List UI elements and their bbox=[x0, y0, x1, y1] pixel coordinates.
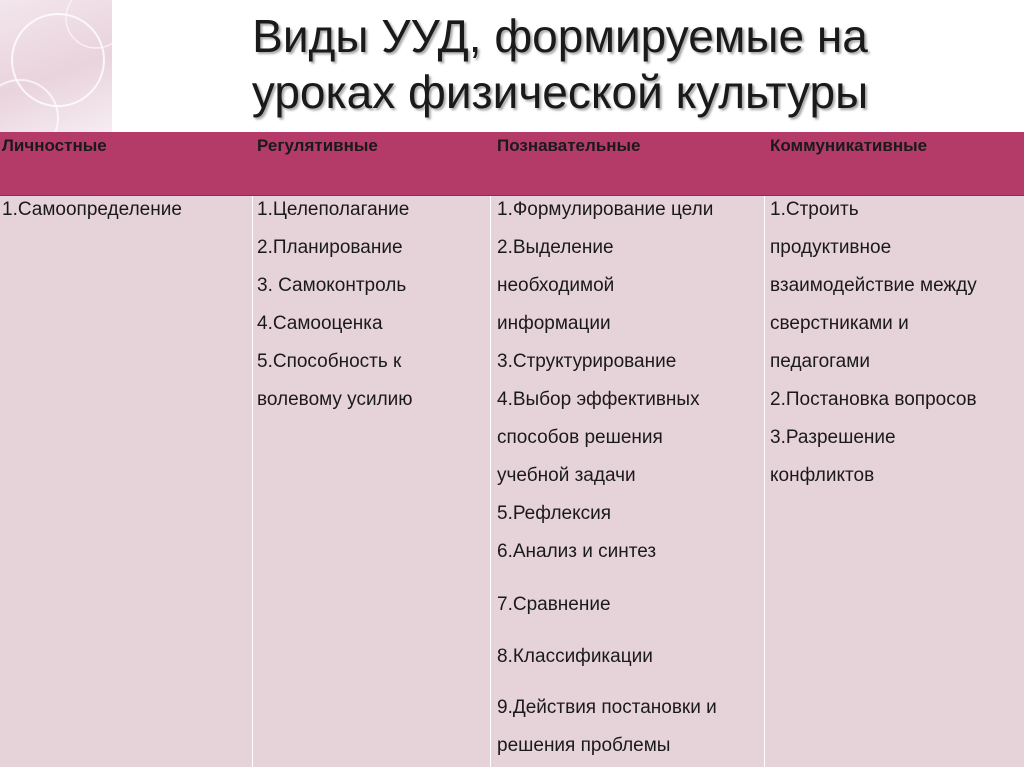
list-item: 5.Способность к bbox=[257, 351, 402, 372]
header-communicative: Коммуникативные bbox=[770, 136, 928, 155]
header-regulatory: Регулятивные bbox=[257, 136, 378, 155]
list-item: 3. Самоконтроль bbox=[257, 275, 407, 296]
column-divider bbox=[252, 196, 253, 767]
header-cognitive: Познавательные bbox=[497, 136, 641, 155]
list-item: 4.Выбор эффективных bbox=[497, 389, 700, 410]
uud-table bbox=[0, 132, 1024, 767]
list-item: 1.Самоопределение bbox=[2, 199, 182, 220]
column-divider bbox=[490, 196, 491, 767]
header-personal: Личностные bbox=[2, 136, 107, 155]
list-item: волевому усилию bbox=[257, 389, 413, 410]
list-item: 4.Самооценка bbox=[257, 313, 383, 334]
list-item: 9.Действия постановки и bbox=[497, 697, 717, 718]
list-item: 1.Строить bbox=[770, 199, 859, 220]
list-item: конфликтов bbox=[770, 465, 875, 486]
list-item: 3.Структурирование bbox=[497, 351, 677, 372]
title-line-2: уроках физической культуры bbox=[251, 66, 869, 118]
table-header-row bbox=[0, 132, 1024, 196]
list-item: сверстниками и bbox=[770, 313, 909, 334]
list-item: учебной задачи bbox=[497, 465, 636, 486]
list-item: 8.Классификации bbox=[497, 646, 653, 667]
list-item: 2.Выделение bbox=[497, 237, 614, 258]
list-item: 5.Рефлексия bbox=[497, 503, 612, 524]
list-item: педагогами bbox=[770, 351, 870, 372]
list-item: продуктивное bbox=[770, 237, 892, 258]
title-line-1: Виды УУД, формируемые на bbox=[252, 10, 868, 62]
list-item: 2.Планирование bbox=[257, 237, 403, 258]
list-item: 2.Постановка вопросов bbox=[770, 389, 977, 410]
column-divider bbox=[764, 196, 765, 767]
list-item: способов решения bbox=[497, 427, 663, 448]
slide-title bbox=[120, 8, 1000, 120]
list-item: решения проблемы bbox=[497, 735, 671, 756]
decorative-corner bbox=[0, 0, 112, 132]
list-item: 7.Сравнение bbox=[497, 594, 611, 615]
list-item: необходимой bbox=[497, 275, 615, 296]
list-item: 1.Целеполагание bbox=[257, 199, 410, 220]
list-item: 1.Формулирование цели bbox=[497, 199, 714, 220]
list-item: взаимодействие между bbox=[770, 275, 977, 296]
list-item: 6.Анализ и синтез bbox=[497, 541, 657, 562]
list-item: информации bbox=[497, 313, 611, 334]
list-item: 3.Разрешение bbox=[770, 427, 896, 448]
